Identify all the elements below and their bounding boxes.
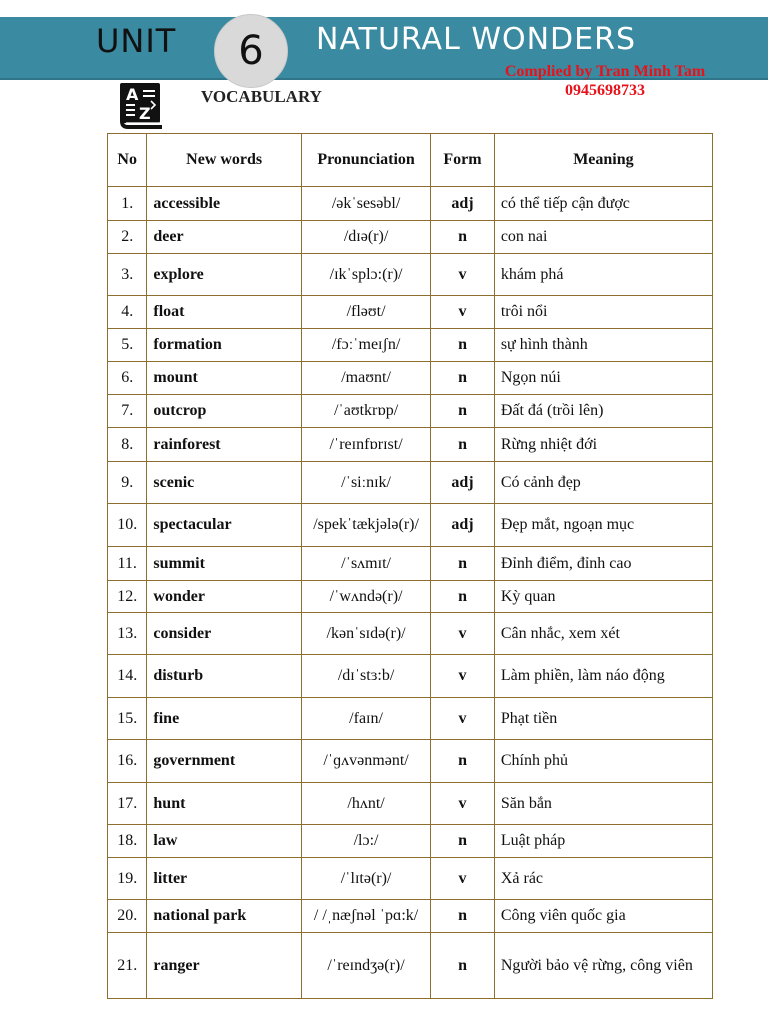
cell-pronunciation: /fləʊt/ — [301, 296, 430, 329]
cell-form: n — [431, 933, 495, 999]
table-body — [108, 187, 713, 999]
cell-new-word: spectacular — [147, 504, 302, 547]
cell-pronunciation: /ˈreɪnfɒrɪst/ — [301, 428, 430, 462]
cell-form: n — [431, 740, 495, 783]
cell-pronunciation: /ˈsʌmɪt/ — [301, 547, 430, 581]
table-header-row — [108, 134, 713, 187]
cell-no: 15. — [108, 698, 147, 740]
cell-form: v — [431, 783, 495, 825]
cell-pronunciation: /faɪn/ — [301, 698, 430, 740]
header-meaning: Meaning — [494, 134, 712, 187]
cell-no: 10. — [108, 504, 147, 547]
table-row — [108, 740, 713, 783]
cell-new-word: accessible — [147, 187, 302, 221]
cell-new-word: formation — [147, 329, 302, 362]
cell-new-word: disturb — [147, 655, 302, 698]
cell-no: 21. — [108, 933, 147, 999]
cell-meaning: Cân nhắc, xem xét — [494, 613, 712, 655]
unit-label: UNIT — [96, 22, 177, 60]
cell-meaning: Người bảo vệ rừng, công viên — [494, 933, 712, 999]
table-row — [108, 221, 713, 254]
unit-title: NATURAL WONDERS — [316, 22, 636, 57]
cell-meaning: có thể tiếp cận được — [494, 187, 712, 221]
cell-new-word: rainforest — [147, 428, 302, 462]
cell-form: adj — [431, 462, 495, 504]
cell-new-word: hunt — [147, 783, 302, 825]
cell-pronunciation: /ˈɡʌvənmənt/ — [301, 740, 430, 783]
cell-form: v — [431, 296, 495, 329]
cell-new-word: scenic — [147, 462, 302, 504]
cell-meaning: Chính phủ — [494, 740, 712, 783]
cell-pronunciation: /kənˈsɪdə(r)/ — [301, 613, 430, 655]
cell-new-word: summit — [147, 547, 302, 581]
cell-meaning: sự hình thành — [494, 329, 712, 362]
cell-new-word: outcrop — [147, 395, 302, 428]
table-row — [108, 428, 713, 462]
cell-new-word: fine — [147, 698, 302, 740]
cell-no: 9. — [108, 462, 147, 504]
cell-form: n — [431, 900, 495, 933]
cell-meaning: trôi nổi — [494, 296, 712, 329]
table-row — [108, 783, 713, 825]
table-row — [108, 900, 713, 933]
table-row — [108, 613, 713, 655]
cell-form: n — [431, 547, 495, 581]
cell-no: 8. — [108, 428, 147, 462]
icon-letter-z: Z — [139, 104, 151, 123]
cell-new-word: mount — [147, 362, 302, 395]
table-row — [108, 362, 713, 395]
table-row — [108, 254, 713, 296]
cell-form: n — [431, 395, 495, 428]
table-row — [108, 504, 713, 547]
cell-new-word: ranger — [147, 933, 302, 999]
cell-no: 2. — [108, 221, 147, 254]
cell-meaning: Đỉnh điểm, đỉnh cao — [494, 547, 712, 581]
cell-new-word: deer — [147, 221, 302, 254]
cell-pronunciation: /ˈreɪndʒə(r)/ — [301, 933, 430, 999]
cell-form: n — [431, 362, 495, 395]
cell-form: v — [431, 254, 495, 296]
cell-meaning: khám phá — [494, 254, 712, 296]
cell-new-word: float — [147, 296, 302, 329]
cell-pronunciation: /ɪkˈsplɔ:(r)/ — [301, 254, 430, 296]
table-row — [108, 698, 713, 740]
cell-no: 12. — [108, 581, 147, 613]
cell-meaning: Săn bắn — [494, 783, 712, 825]
cell-no: 17. — [108, 783, 147, 825]
cell-pronunciation: /dɪˈstɜ:b/ — [301, 655, 430, 698]
cell-no: 11. — [108, 547, 147, 581]
cell-no: 1. — [108, 187, 147, 221]
header-no: No — [108, 134, 147, 187]
table-row — [108, 547, 713, 581]
cell-form: n — [431, 329, 495, 362]
cell-form: v — [431, 655, 495, 698]
header-pronunciation: Pronunciation — [301, 134, 430, 187]
icon-letter-a: A — [126, 85, 139, 104]
unit-number-badge: 6 — [214, 14, 288, 88]
compiler-name: Complied by Tran Minh Tam — [504, 63, 706, 80]
cell-no: 20. — [108, 900, 147, 933]
cell-form: v — [431, 858, 495, 900]
cell-pronunciation: /fɔːˈmeɪʃn/ — [301, 329, 430, 362]
cell-pronunciation: /dɪə(r)/ — [301, 221, 430, 254]
cell-meaning: Đất đá (trồi lên) — [494, 395, 712, 428]
cell-form: v — [431, 698, 495, 740]
table-row — [108, 825, 713, 858]
cell-meaning: con nai — [494, 221, 712, 254]
table-row — [108, 395, 713, 428]
cell-new-word: wonder — [147, 581, 302, 613]
cell-no: 7. — [108, 395, 147, 428]
cell-form: adj — [431, 187, 495, 221]
header-new-words: New words — [147, 134, 302, 187]
table-row — [108, 655, 713, 698]
table-row — [108, 933, 713, 999]
cell-pronunciation: /ˈlɪtə(r)/ — [301, 858, 430, 900]
cell-pronunciation: / /ˌnæʃnəl ˈpɑ:k/ — [301, 900, 430, 933]
cell-pronunciation: /əkˈsesəbl/ — [301, 187, 430, 221]
header-form: Form — [431, 134, 495, 187]
compiler-credit — [470, 62, 740, 100]
table-row — [108, 858, 713, 900]
cell-meaning: Đẹp mắt, ngoạn mục — [494, 504, 712, 547]
section-label: VOCABULARY — [201, 87, 322, 106]
cell-meaning: Phạt tiền — [494, 698, 712, 740]
cell-meaning: Làm phiền, làm náo động — [494, 655, 712, 698]
cell-new-word: consider — [147, 613, 302, 655]
cell-no: 18. — [108, 825, 147, 858]
cell-new-word: law — [147, 825, 302, 858]
cell-meaning: Có cảnh đẹp — [494, 462, 712, 504]
cell-form: v — [431, 613, 495, 655]
cell-meaning: Luật pháp — [494, 825, 712, 858]
cell-pronunciation: /ˈwʌndə(r)/ — [301, 581, 430, 613]
cell-pronunciation: /lɔ:/ — [301, 825, 430, 858]
cell-meaning: Rừng nhiệt đới — [494, 428, 712, 462]
cell-meaning: Công viên quốc gia — [494, 900, 712, 933]
cell-no: 14. — [108, 655, 147, 698]
cell-form: n — [431, 221, 495, 254]
cell-new-word: government — [147, 740, 302, 783]
cell-pronunciation: /ˈsiːnɪk/ — [301, 462, 430, 504]
cell-meaning: Ngọn núi — [494, 362, 712, 395]
cell-new-word: explore — [147, 254, 302, 296]
cell-form: n — [431, 581, 495, 613]
cell-no: 5. — [108, 329, 147, 362]
cell-no: 16. — [108, 740, 147, 783]
cell-form: n — [431, 825, 495, 858]
cell-pronunciation: /maʊnt/ — [301, 362, 430, 395]
cell-pronunciation: /hʌnt/ — [301, 783, 430, 825]
table-row — [108, 329, 713, 362]
cell-pronunciation: /ˈaʊtkrɒp/ — [301, 395, 430, 428]
cell-pronunciation: /spekˈtækjələ(r)/ — [301, 504, 430, 547]
compiler-phone: 0945698733 — [565, 82, 645, 99]
cell-no: 6. — [108, 362, 147, 395]
cell-no: 13. — [108, 613, 147, 655]
cell-no: 19. — [108, 858, 147, 900]
cell-meaning: Kỳ quan — [494, 581, 712, 613]
cell-new-word: litter — [147, 858, 302, 900]
cell-no: 3. — [108, 254, 147, 296]
a-z-book-icon — [117, 81, 165, 133]
cell-form: adj — [431, 504, 495, 547]
table-row — [108, 462, 713, 504]
table-row — [108, 187, 713, 221]
vocabulary-table — [107, 133, 713, 999]
cell-form: n — [431, 428, 495, 462]
cell-meaning: Xả rác — [494, 858, 712, 900]
table-row — [108, 296, 713, 329]
cell-new-word: national park — [147, 900, 302, 933]
cell-no: 4. — [108, 296, 147, 329]
table-row — [108, 581, 713, 613]
